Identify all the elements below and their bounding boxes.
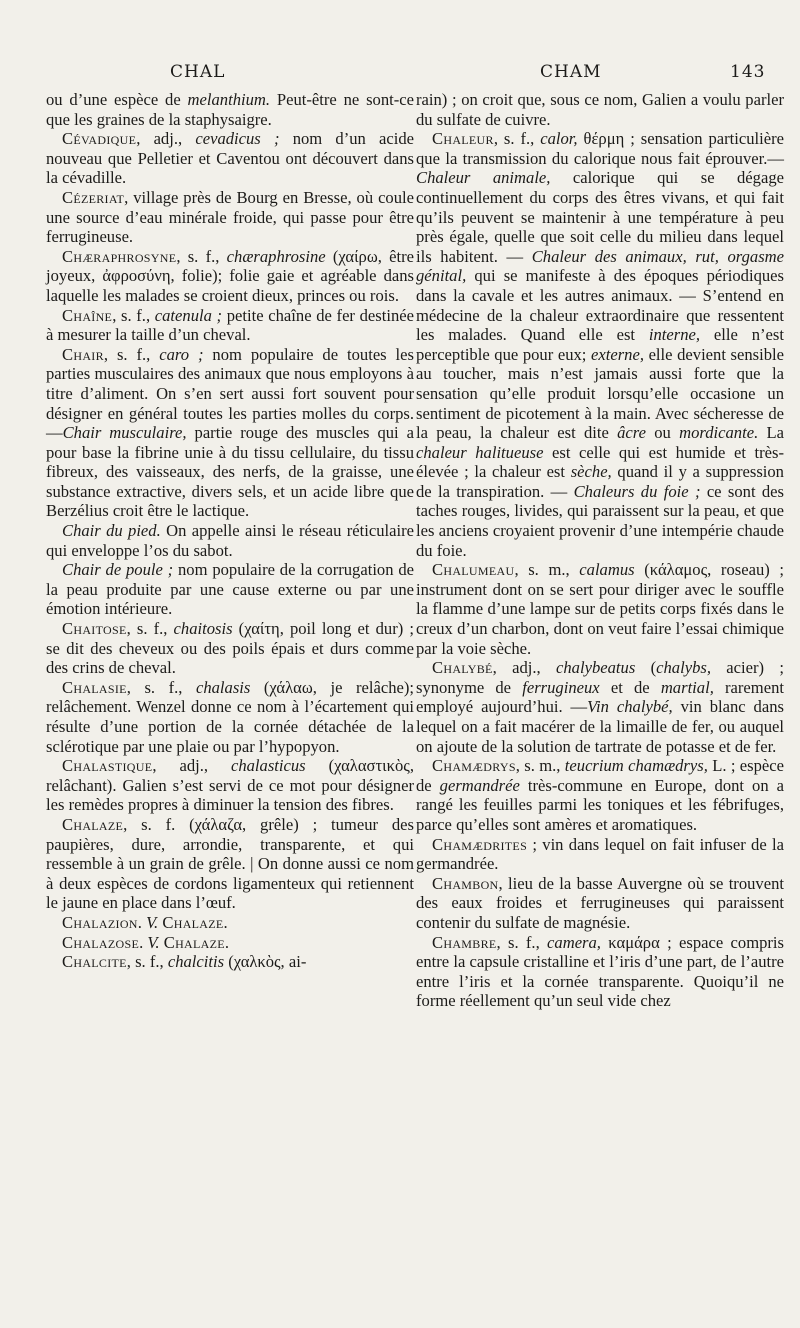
- dictionary-entry: [416, 560, 784, 658]
- right-column: [416, 90, 784, 1011]
- entry-text: ou d’une espèce de: [46, 90, 188, 109]
- italic-text: chaleur halitueuse: [416, 442, 544, 462]
- entry-text: (χάλαω, je relâche); relâchement. Wenzel donne ce nom à l’écartement qui résulte d’une portion de la cornée détachée de la sclérotique par une plaie ou par l’hypopyon.: [46, 677, 414, 756]
- entry-text: , s. f.,: [112, 305, 155, 325]
- dictionary-entry: [46, 815, 414, 913]
- entry-headword: Chalaze: [62, 814, 124, 834]
- entry-text: L. ; espèce de: [416, 756, 785, 795]
- italic-text: externe,: [591, 344, 644, 364]
- dictionary-entry: [46, 560, 414, 619]
- italic-text: Vin chalybé,: [587, 697, 673, 717]
- entry-text: καμάρα ; espace compris entre la capsule cristalline et l’iris d’une part, de l’autre entre l’iris et la cornée transparente. Quoiqu’il ne forme réellement qu’un seul vide chez: [416, 932, 784, 1011]
- italic-text: teucrium chamædrys,: [564, 756, 708, 776]
- entry-text: , s. f.,: [126, 677, 196, 697]
- entry-headword: Cévadique: [62, 129, 137, 149]
- dictionary-entry: [46, 952, 414, 972]
- entry-text: ; vin dans lequel on fait infuser de la germandrée.: [416, 834, 784, 874]
- left-column: [46, 90, 414, 972]
- entry-text: , s. f.,: [493, 129, 541, 149]
- entry-text: (κάλαμος, roseau) ; instrument dont on se sert pour diriger avec le souffle la flamme d’une lampe sur de petits corps fixés dans le creux d’un charbon, dont on veut faire l’essai chimique par la voie sèche.: [416, 560, 785, 658]
- italic-text: ferrugineux: [522, 677, 600, 697]
- entry-text: partie rouge des muscles qui a pour base la fibrine unie à du tissu cellulaire, du tissu fibreux, des vaisseaux, des nerfs, de la graisse, une substance extractive, divers sels, et un acide libre que Berzélius croit être le lactique.: [46, 423, 414, 521]
- entry-text: On appelle ainsi le réseau réticulaire qui enveloppe l’os du sabot.: [46, 521, 414, 560]
- dictionary-entry: [46, 678, 414, 756]
- dictionary-entry: [416, 129, 784, 560]
- dictionary-entry: [46, 345, 414, 521]
- entry-headword: Chalcite: [62, 952, 127, 972]
- dictionary-entry: [416, 658, 784, 756]
- entry-text: vin blanc dans lequel on a fait macérer de la limaille de fer, ou auquel on ajoute de la solution de tartrate de potasse et de fer.: [416, 697, 784, 756]
- dictionary-entry: [46, 90, 414, 129]
- entry-headword: Chalastique: [62, 756, 153, 776]
- entry-text: (χαλαστικὸς, relâchant). Galien s’est servi de ce mot pour désigner les remèdes propres à diminuer la tension des fibres.: [46, 756, 414, 815]
- entry-text: .: [137, 912, 147, 932]
- entry-text: (: [635, 658, 657, 678]
- entry-text: rarement employé aujourd’hui. —: [416, 677, 784, 717]
- dictionary-entry: [416, 874, 784, 933]
- page-number: 143: [730, 62, 766, 82]
- entry-text: est celle qui est humide et très-élevée ; la chaleur est: [416, 442, 784, 482]
- dictionary-entry: [46, 247, 414, 306]
- italic-text: Chair musculaire,: [62, 423, 187, 443]
- entry-text: .: [223, 912, 228, 932]
- entry-text: nom populaire de toutes les parties musculaires des animaux que nous employons à titre d’aliment. On s’en sert aussi fort souvent pour désigner en général toutes les parties molles du corps.—: [46, 344, 414, 443]
- italic-text: calamus: [579, 560, 635, 580]
- entry-text: ce sont des taches rouges, livides, qui paraissent sur la peau, et que les anciens croyaient provenir d’une intempérie chaude du foie.: [416, 481, 785, 560]
- entry-text: (χαίτη, poil long et dur) ; se dit des cheveux ou des poils épais et durs comme des crins de cheval.: [46, 619, 414, 678]
- dictionary-entry: [46, 521, 414, 560]
- italic-text: Chair de poule ;: [62, 560, 174, 580]
- italic-text: germandrée: [439, 775, 520, 795]
- entry-headword: Chæraphrosyne: [62, 246, 177, 266]
- dictionary-entry: [46, 933, 414, 953]
- entry-text: Peut-être ne sont-ce que les graines de la staphysaigre.: [46, 90, 414, 129]
- italic-text: melanthium.: [187, 90, 271, 109]
- entry-headword: Chaleur: [432, 129, 494, 149]
- entry-text: acier) ; synonyme de: [416, 658, 784, 697]
- entry-headword: Chair: [62, 344, 104, 364]
- entry-headword: Chalybé: [432, 658, 493, 678]
- italic-text: cevadicus ;: [195, 129, 280, 149]
- italic-text: chaitosis: [173, 619, 233, 639]
- entry-headword: Chamædrys: [432, 756, 516, 776]
- dictionary-entry: [416, 835, 784, 874]
- entry-text: .: [139, 932, 148, 952]
- dictionary-entry: [46, 306, 414, 345]
- entry-headword: Chalumeau: [432, 560, 515, 580]
- entry-headword: Chalazose: [62, 932, 140, 952]
- entry-text: , lieu de la basse Auvergne où se trouvent des eaux froides et ferrugineuses qui paraissent contenir du sulfate de magnésie.: [416, 873, 784, 932]
- entry-text: , s. m.,: [515, 756, 565, 776]
- italic-text: âcre: [617, 423, 646, 443]
- entry-text: La: [758, 423, 784, 443]
- italic-text: chalybs,: [656, 658, 711, 678]
- italic-text: chæraphrosine: [226, 246, 326, 266]
- dictionary-entry: [46, 129, 414, 188]
- entry-text: (χαλκὸς, ai-: [224, 952, 307, 972]
- entry-text: , s. f.,: [126, 952, 168, 972]
- entry-headword: Chamædrites: [432, 834, 528, 854]
- entry-text: nom populaire de la corrugation de la peau produite par une cause externe ou par une émotion intérieure.: [46, 560, 414, 619]
- entry-text: elle n’est perceptible que pour eux;: [416, 325, 784, 364]
- entry-text: , adj.,: [136, 129, 196, 149]
- italic-text: martial,: [660, 677, 714, 697]
- entry-text: rain) ; on croit que, sous ce nom, Galien a voulu parler du sulfate de cuivre.: [416, 90, 784, 129]
- dictionary-entry: [416, 756, 784, 834]
- entry-text: , s. m.,: [514, 560, 580, 580]
- entry-headword: Chalasie: [62, 677, 127, 697]
- italic-text: Chair du pied.: [62, 521, 161, 541]
- entry-text: ou: [646, 423, 680, 443]
- entry-headword: Chalazion: [62, 912, 138, 932]
- entry-text: , s. f. (χάλαζα, grêle) ; tumeur des paupières, dure, arrondie, transparente, et qui ressemble à un grain de grêle. | On donne aussi ce nom à deux espèces de cordons ligamenteux qui retiennent le jaune en place dans l’œuf.: [46, 814, 414, 913]
- entry-text: (χαίρω, être joyeux, ἀφροσύνη, folie); folie gaie et agréable dans laquelle les malades se croient dieux, princes ou rois.: [46, 246, 415, 305]
- entry-headword: Cézeriat: [62, 187, 125, 207]
- dictionary-entry: [416, 90, 784, 129]
- entry-text: , village près de Bourg en Bresse, où coule une source d’eau minérale froide, qui passe pour être ferrugineuse.: [46, 187, 414, 247]
- dictionary-entry: [46, 756, 414, 815]
- entry-headword: Chambre: [432, 932, 497, 952]
- entry-text: , s. f.,: [496, 932, 548, 952]
- dictionary-entry: [46, 188, 414, 247]
- italic-text: V.: [146, 912, 159, 932]
- entry-text: , adj.,: [492, 658, 557, 678]
- italic-text: chalasis: [195, 677, 251, 697]
- entry-text: elle devient sensible au toucher, mais n’est jamais aussi forte que la sensation qu’elle produit lorsqu’elle occasione un sentiment de picotement à la main. Avec sécheresse de la peau, la chaleur est dite: [416, 344, 784, 443]
- entry-text: , s. f.,: [126, 619, 174, 639]
- entry-headword: Chalaze: [163, 932, 225, 952]
- dictionary-entry: [46, 913, 414, 933]
- italic-text: Chaleurs du foie ;: [573, 481, 701, 501]
- entry-headword: Chaîne: [62, 305, 113, 325]
- entry-headword: Chambon: [432, 873, 499, 893]
- italic-text: chalybeatus: [556, 658, 636, 678]
- italic-text: chalcitis: [167, 952, 225, 972]
- italic-text: Chaleur animale,: [416, 168, 551, 188]
- entry-text: , s. f.,: [103, 344, 160, 364]
- entry-text: , adj.,: [152, 756, 231, 776]
- entry-text: quand il y a suppression de la transpiration. —: [416, 462, 784, 501]
- entry-text: , s. f.,: [176, 246, 227, 266]
- running-head-left: CHAL: [170, 62, 226, 82]
- italic-text: Chaleur des animaux, rut, orgasme génital,: [416, 246, 784, 286]
- italic-text: mordicante.: [679, 423, 759, 443]
- entry-text: θέρμη ; sensation particulière que la transmission du calorique nous fait éprouver.—: [416, 129, 784, 168]
- italic-text: catenula ;: [154, 305, 223, 325]
- entry-text: et de: [599, 677, 661, 697]
- dictionary-entry: [416, 933, 784, 1011]
- italic-text: camera,: [547, 932, 601, 952]
- dictionary-entry: [46, 619, 414, 678]
- italic-text: chalasticus: [230, 756, 306, 776]
- italic-text: sèche,: [570, 462, 612, 482]
- italic-text: V.: [147, 932, 160, 952]
- italic-text: caro ;: [159, 344, 204, 364]
- running-head-center: CHAM: [540, 62, 602, 82]
- italic-text: interne,: [648, 325, 701, 345]
- entry-text: qui se manifeste à des époques périodiques dans la cavale et les autres animaux. — S’entend en médecine de la chaleur extraordinaire que ressentent les malades. Quand elle est: [416, 266, 784, 345]
- entry-text: .: [224, 932, 230, 952]
- entry-text: calorique qui se dégage continuellement du corps des êtres vivans, et qui fait qu’ils peuvent se maintenir à une température à peu près égale, quelle que soit celle du milieu dans lequel ils habitent. —: [416, 168, 784, 266]
- entry-text: très-commune en Europe, dont on a rangé les feuilles parmi les toniques et les fébrifuges, parce qu’elles sont amères et aromatiques.: [416, 775, 785, 834]
- entry-text: petite chaîne de fer destinée à mesurer la taille d’un cheval.: [46, 305, 414, 345]
- entry-headword: Chaitose: [62, 619, 127, 639]
- italic-text: calor,: [540, 129, 578, 149]
- entry-text: nom d’un acide nouveau que Pelletier et Caventou ont découvert dans la cévadille.: [46, 129, 415, 188]
- entry-headword: Chalaze: [162, 912, 224, 932]
